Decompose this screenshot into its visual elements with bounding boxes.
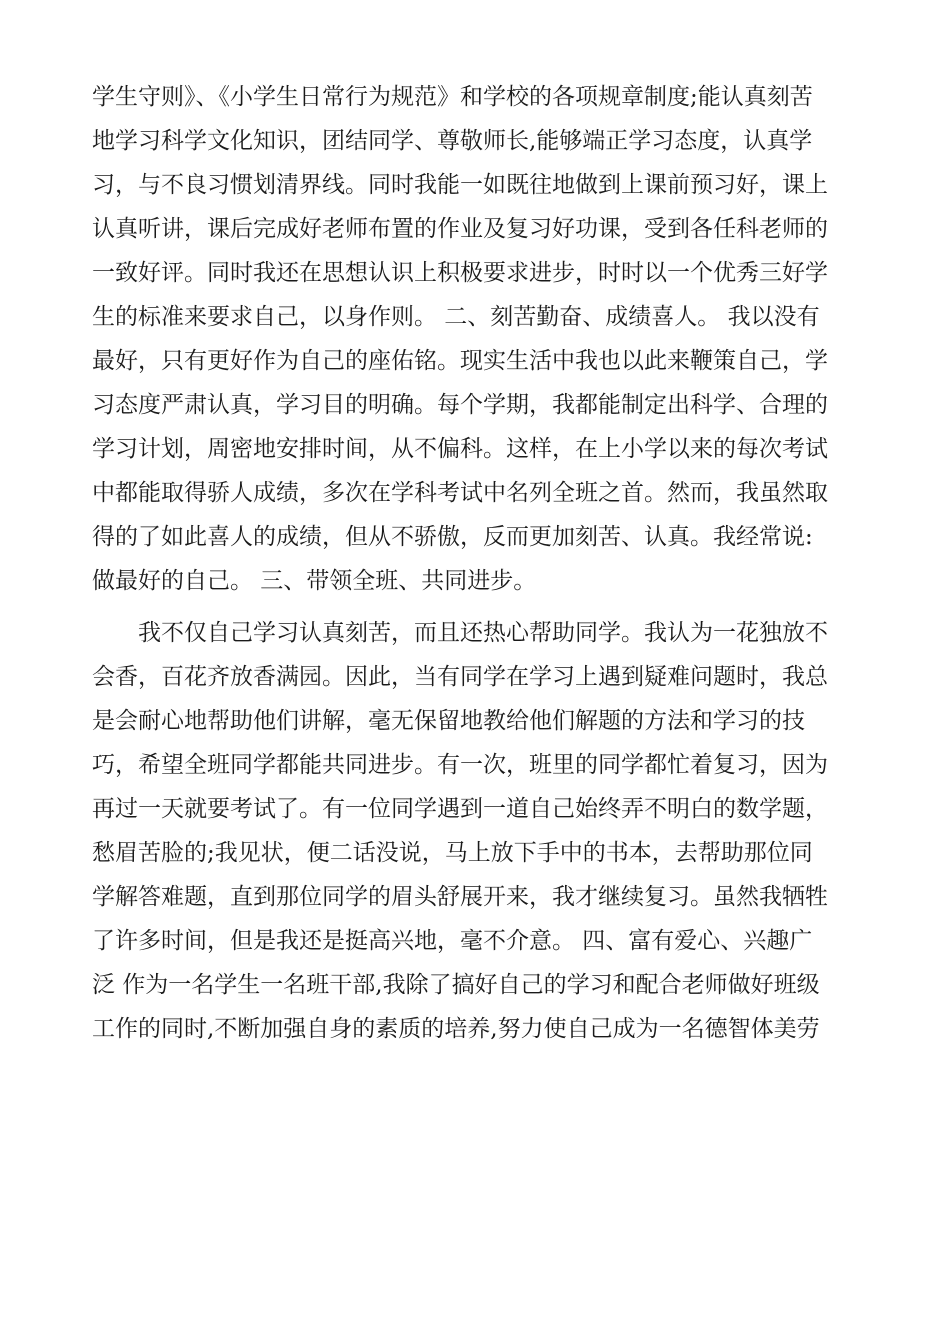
text-line: 地学习科学文化知识，团结同学、尊敬师长,能够端正学习态度，认真学 bbox=[92, 128, 813, 154]
text-line: 学生守则》、《小学生日常行为规范》和学校的各项规章制度;能认真刻苦 bbox=[92, 84, 813, 110]
text-line: 泛 作为一名学生一名班干部,我除了搞好自己的学习和配合老师做好班级 bbox=[92, 972, 820, 998]
text-line: 习，与不良习惯划清界线。同时我能一如既往地做到上课前预习好，课上 bbox=[92, 172, 828, 198]
text-line: 会香，百花齐放香满园。因此，当有同学在学习上遇到疑难问题时，我总 bbox=[92, 664, 828, 690]
text-line: 了许多时间，但是我还是挺高兴地，毫不介意。 四、富有爱心、兴趣广 bbox=[92, 928, 813, 954]
text-line: 认真听讲，课后完成好老师布置的作业及复习好功课，受到各任科老师的 bbox=[92, 216, 828, 242]
text-line: 工作的同时,不断加强自身的素质的培养,努力使自己成为一名德智体美劳 bbox=[92, 1016, 820, 1042]
text-line: 巧，希望全班同学都能共同进步。有一次，班里的同学都忙着复习，因为 bbox=[92, 752, 828, 778]
text-line: 是会耐心地帮助他们讲解，毫无保留地教给他们解题的方法和学习的技 bbox=[92, 708, 805, 734]
body-text bbox=[92, 75, 872, 1051]
text-line: 做最好的自己。 三、带领全班、共同进步。 bbox=[92, 568, 537, 594]
text-line: 得的了如此喜人的成绩，但从不骄傲，反而更加刻苦、认真。我经常说: bbox=[92, 524, 813, 550]
text-line: 最好，只有更好作为自己的座佑铭。现实生活中我也以此来鞭策自己，学 bbox=[92, 348, 828, 374]
text-line: 愁眉苦脸的;我见状，便二话没说，马上放下手中的书本，去帮助那位同 bbox=[92, 840, 813, 866]
text-line: 再过一天就要考试了。有一位同学遇到一道自己始终弄不明白的数学题， bbox=[92, 796, 828, 822]
text-line: 生的标准来要求自己，以身作则。 二、刻苦勤奋、成绩喜人。 我以没有 bbox=[92, 304, 820, 330]
text-line: 学习计划，周密地安排时间，从不偏科。这样，在上小学以来的每次考试 bbox=[92, 436, 828, 462]
text-line: 学解答难题，直到那位同学的眉头舒展开来，我才继续复习。虽然我牺牲 bbox=[92, 884, 828, 910]
text-line: 习态度严肃认真，学习目的明确。每个学期，我都能制定出科学、合理的 bbox=[92, 392, 828, 418]
paragraph-first-line: 我不仅自己学习认真刻苦，而且还热心帮助同学。我认为一花独放不 bbox=[138, 620, 828, 646]
text-line: 一致好评。同时我还在思想认识上积极要求进步，时时以一个优秀三好学 bbox=[92, 260, 828, 286]
text-line: 中都能取得骄人成绩，多次在学科考试中名列全班之首。然而，我虽然取 bbox=[92, 480, 828, 506]
